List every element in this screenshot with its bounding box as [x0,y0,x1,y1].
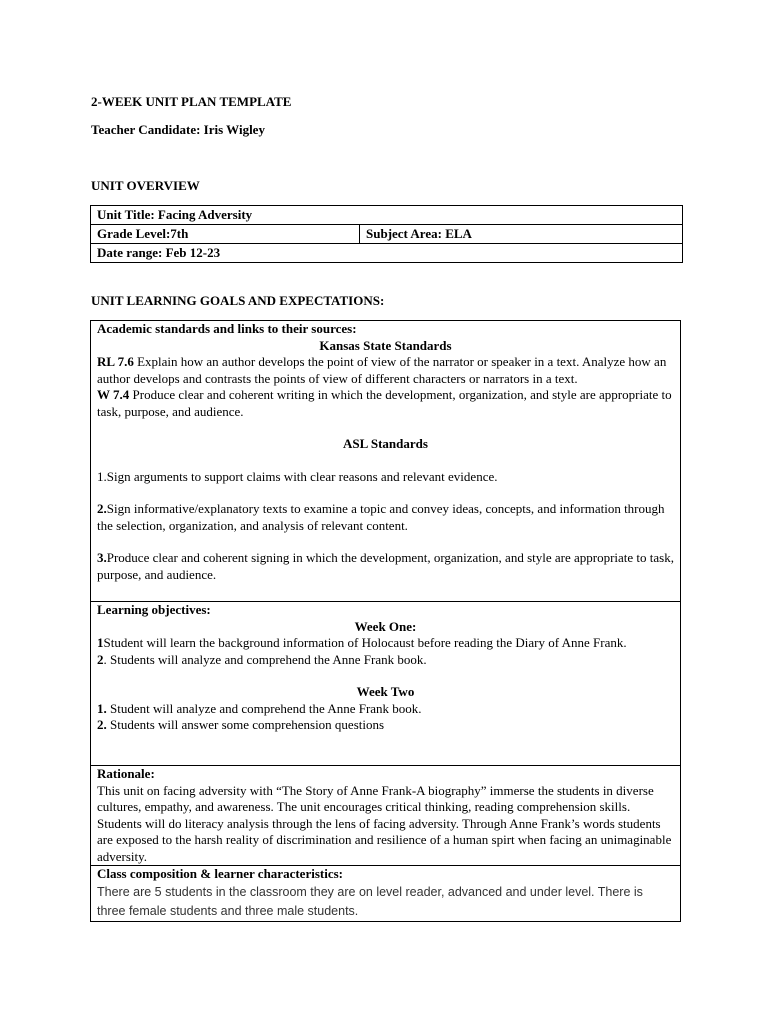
table-row [91,244,683,263]
class-composition-cell [91,866,681,922]
table-row [91,321,681,602]
asl-num: 3. [97,550,107,565]
unit-overview-table [90,205,683,263]
objective-num: 2. [97,717,107,732]
rl-code: RL 7.6 [97,354,134,369]
week-one-objective-2 [97,652,674,669]
rl-standard [97,354,674,387]
table-row [91,866,681,922]
objectives-heading: Learning objectives: [97,602,211,617]
date-range-cell: Date range: Feb 12-23 [91,244,683,263]
standards-cell [91,321,681,602]
week-one-objective-1 [97,635,674,652]
objective-text: Student will learn the background information of Holocaust before reading the Diary of Anne Frank. [103,635,627,650]
asl-standards-heading: ASL Standards [343,436,428,451]
objective-num: 2 [97,651,104,667]
grade-level-cell: Grade Level:7th [91,225,360,244]
subject-area-cell: Subject Area: ELA [360,225,683,244]
asl-standard-1 [97,469,674,486]
w-code: W 7.4 [97,387,130,402]
objective-num: 1. [97,700,107,716]
objective-text: . Students will analyze and comprehend the Anne Frank book. [103,651,427,667]
standards-heading: Academic standards and links to their sources: [97,321,357,336]
class-composition-text: There are 5 students in the classroom they are on level reader, advanced and under level. There is three female students and three male students. [97,884,643,918]
table-row [91,206,683,225]
asl-standard-3 [97,550,674,583]
objective-num: 1 [97,635,104,650]
objectives-cell [91,602,681,766]
w-standard [97,387,674,420]
goals-heading: UNIT LEARNING GOALS AND EXPECTATIONS: [91,293,385,308]
rationale-heading: Rationale: [97,766,155,781]
asl-num: 2. [97,501,107,516]
asl-text: Sign informative/explanatory texts to examine a topic and convey ideas, concepts, and information through the selection, organization, and analysis of relevant content. [97,501,665,533]
objective-text: Students will answer some comprehension questions [106,717,385,732]
teacher-candidate: Teacher Candidate: Iris Wigley [91,122,265,137]
asl-text: Sign arguments to support claims with clear reasons and relevant evidence. [106,468,498,484]
table-row [91,766,681,866]
week-two-objective-2 [97,717,674,734]
week-one-heading: Week One: [354,618,417,634]
table-row [91,602,681,766]
w-text: Produce clear and coherent writing in which the development, organization, and style are appropriate to task, purpose, and audience. [97,387,672,419]
table-row [91,225,683,244]
class-composition-heading: Class composition & learner characteristics: [97,866,343,881]
unit-title-cell: Unit Title: Facing Adversity [91,206,683,225]
asl-num: 1. [97,468,107,484]
document-title: 2-WEEK UNIT PLAN TEMPLATE [91,94,292,109]
asl-text: Produce clear and coherent signing in which the development, organization, and style are appropriate to task, purpose, and audience. [97,550,674,582]
kansas-standards-heading: Kansas State Standards [319,337,452,353]
rationale-text: This unit on facing adversity with “The Story of Anne Frank-A biography” immerse the students in diverse cultures, empathy, and awareness. The unit encourages critical thinking, reading comprehension skills. Students will do literacy analysis through the lens of facing adversity. Through Anne Frank’s words students are exposed to the harsh reality of discrimination and resilience of a human spirt when facing an unimaginable adversity. [97,782,672,864]
asl-standard-2 [97,501,674,534]
objective-text: Student will analyze and comprehend the Anne Frank book. [106,700,422,716]
rl-text: Explain how an author develops the point of view of the narrator or speaker in a text. Analyze how an author develops and contrasts the points of view of different characters or narrators in a text. [97,354,667,386]
learning-goals-table [90,320,681,922]
week-two-heading: Week Two [356,684,415,699]
rationale-cell [91,766,681,866]
week-two-objective-1 [97,701,674,718]
overview-heading: UNIT OVERVIEW [91,178,200,193]
